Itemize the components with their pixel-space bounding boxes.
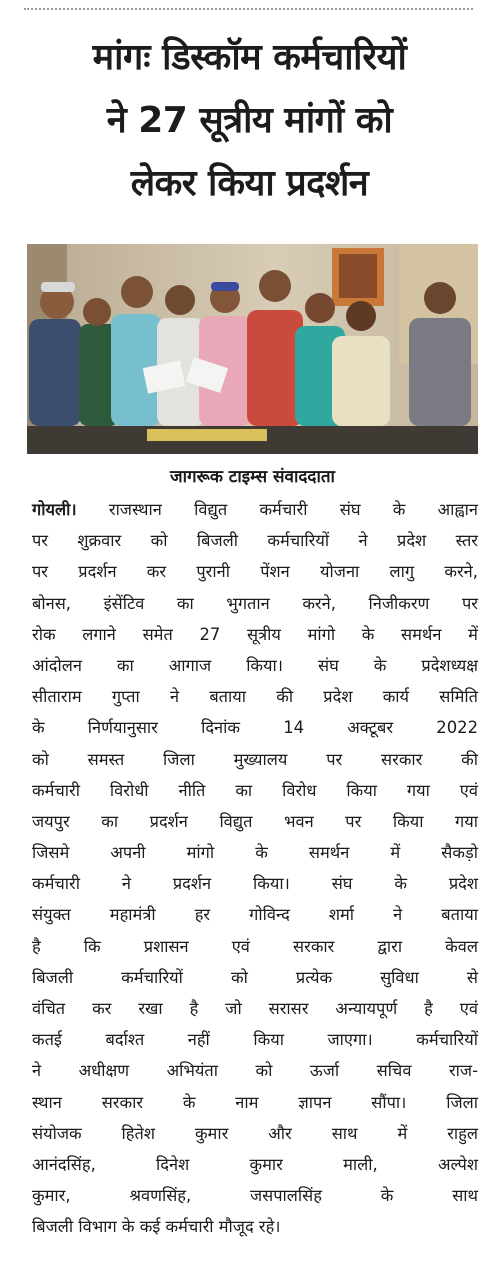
article-line: कुमार, श्रवणसिंह, जसपालसिंह के साथ <box>32 1186 478 1206</box>
article-line: संयुक्त महामंत्री हर गोविन्द शर्मा ने बताया <box>32 905 478 925</box>
group-photo-illustration <box>27 244 478 454</box>
article-line-text: राजस्थान विद्युत कर्मचारी संघ के आह्वान <box>108 500 478 519</box>
article-line: स्थान सरकार के नाम ज्ञापन सौंपा। जिला <box>32 1092 478 1112</box>
article-body <box>32 494 478 1243</box>
headline-line: लेकर किया प्रदर्शन <box>130 163 369 204</box>
article-line: संयोजक हितेश कुमार और साथ में राहुल <box>32 1123 478 1143</box>
article-line: जयपुर का प्रदर्शन विद्युत भवन पर किया गया <box>32 811 478 831</box>
article-line <box>32 494 478 525</box>
headline <box>22 26 477 215</box>
news-photo <box>27 244 478 454</box>
article-line: आंदोलन का आगाज किया। संघ के प्रदेशध्यक्ष <box>32 655 478 675</box>
dateline: गोयली। <box>32 500 77 519</box>
article-line: कतई बर्दाश्त नहीं किया जाएगा। कर्मचारियों <box>32 1030 478 1050</box>
article-line: बिजली कर्मचारियों को प्रत्येक सुविधा से <box>32 967 478 987</box>
article-line: को समस्त जिला मुख्यालय पर सरकार की <box>32 749 478 769</box>
article-line: बोनस, इंसेंटिव का भुगतान करने, निजीकरण पर <box>32 593 478 613</box>
article-line: ने अधीक्षण अभियंता को ऊर्जा सचिव राज- <box>32 1061 478 1081</box>
article-line: कर्मचारी ने प्रदर्शन किया। संघ के प्रदेश <box>32 874 478 894</box>
article-line: सीताराम गुप्ता ने बताया की प्रदेश कार्य समिति <box>32 687 478 707</box>
headline-line: मांगः डिस्कॉम कर्मचारियों <box>92 37 407 78</box>
top-dotted-rule <box>24 8 473 10</box>
article-line: जिसमे अपनी मांगो के समर्थन में सैकड़ो <box>32 843 478 863</box>
article-line: के निर्णयानुसार दिनांक 14 अक्टूबर 2022 <box>32 718 478 738</box>
article-line: पर शुक्रवार को बिजली कर्मचारियों ने प्रदेश स्तर <box>32 531 478 551</box>
headline-line: ने 27 सूत्रीय मांगों को <box>106 100 393 141</box>
article-line: रोक लगाने समेत 27 सूत्रीय मांगो के समर्थन में <box>32 624 478 644</box>
article-line: आनंदसिंह, दिनेश कुमार माली, अल्पेश <box>32 1154 478 1174</box>
byline: जागरूक टाइम्स संवाददाता <box>170 467 335 487</box>
article-line: है कि प्रशासन एवं सरकार द्वारा केवल <box>32 936 478 956</box>
article-line: पर प्रदर्शन कर पुरानी पेंशन योजना लागु करने, <box>32 562 478 582</box>
article-line: बिजली विभाग के कई कर्मचारी मौजूद रहे। <box>32 1217 281 1237</box>
article-line: कर्मचारी विरोधी नीति का विरोध किया गया एवं <box>32 780 478 800</box>
article-line: वंचित कर रखा है जो सरासर अन्यायपूर्ण है एवं <box>32 999 478 1018</box>
